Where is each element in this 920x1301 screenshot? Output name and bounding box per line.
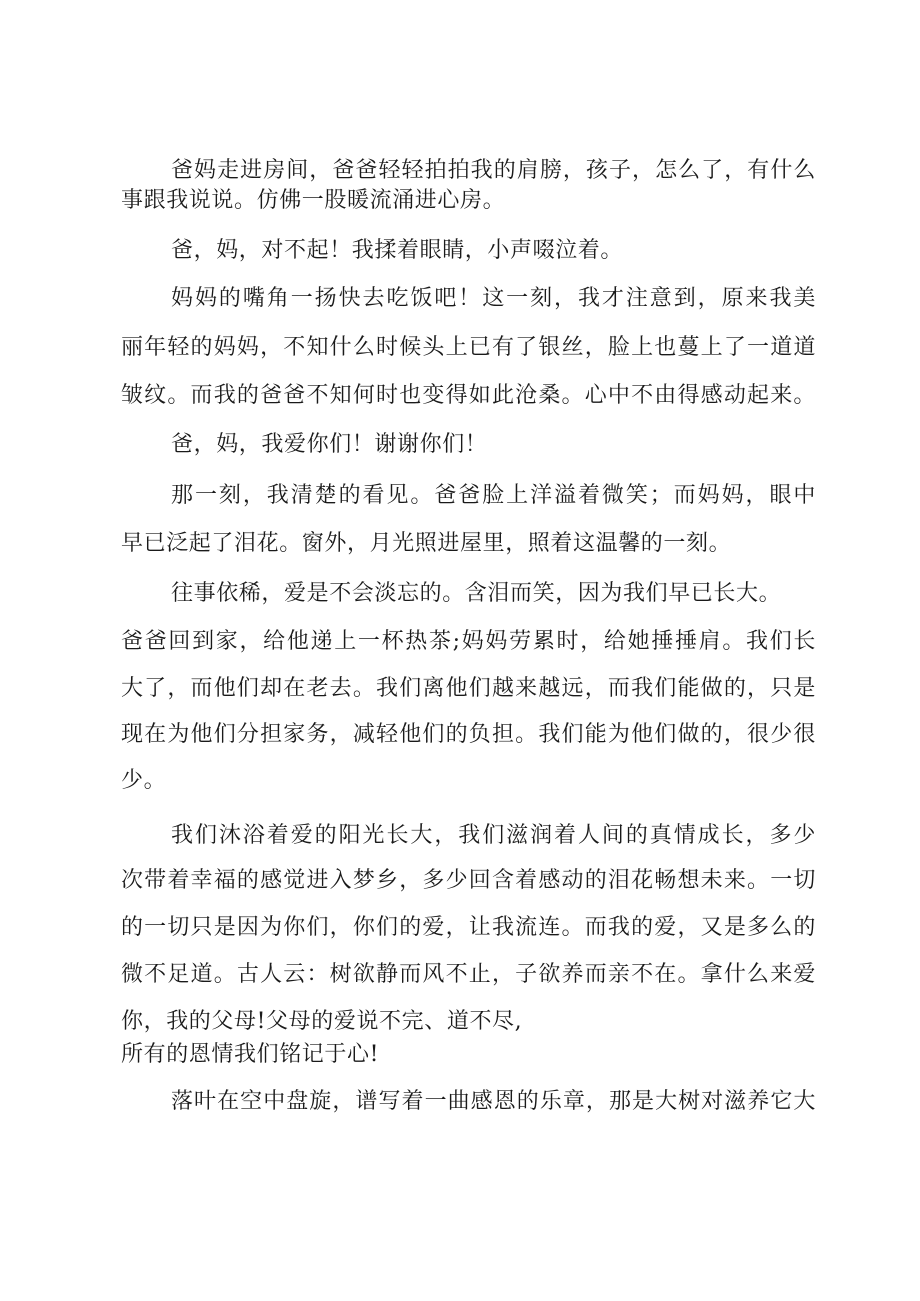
text-line: 所有的恩情我们铭记于心! — [121, 1042, 380, 1067]
text-line: 少。 — [121, 768, 167, 793]
text-line: 大了，而他们却在老去。我们离他们越来越远，而我们能做的，只是 — [121, 676, 816, 701]
text-line: 爸，妈，我爱你们！谢谢你们！ — [171, 432, 488, 457]
text-line: 往事依稀，爱是不会淡忘的。含泪而笑，因为我们早已长大。 — [171, 581, 782, 606]
text-line: 次带着幸福的感觉进入梦乡，多少回含着感动的泪花畅想未来。一切 — [121, 868, 816, 893]
text-line: 爸，妈，对不起！我揉着眼睛，小声啜泣着。 — [171, 238, 624, 263]
text-line: 那一刻，我清楚的看见。爸爸脸上洋溢着微笑；而妈妈，眼中 — [171, 483, 816, 508]
text-line: 丽年轻的妈妈，不知什么时候头上已有了银丝，脸上也蔓上了一道道 — [121, 335, 816, 360]
text-line: 落叶在空中盘旋，谱写着一曲感恩的乐章，那是大树对滋养它大 — [171, 1089, 816, 1114]
text-line: 爸妈走进房间，爸爸轻轻拍拍我的肩膀，孩子，怎么了，有什么 — [171, 158, 816, 183]
text-line: 皱纹。而我的爸爸不知何时也变得如此沧桑。心中不由得感动起来。 — [121, 383, 816, 408]
text-line: 微不足道。古人云：树欲静而风不止，子欲养而亲不在。拿什么来爱 — [121, 962, 816, 987]
text-line: 妈妈的嘴角一扬快去吃饭吧！这一刻，我才注意到，原来我美 — [171, 286, 816, 311]
text-line: 爸爸回到家，给他递上一杯热茶;妈妈劳累时，给她捶捶肩。我们长 — [121, 629, 816, 654]
text-line: 现在为他们分担家务，减轻他们的负担。我们能为他们做的，很少很 — [121, 722, 816, 747]
text-line: 早已泛起了泪花。窗外，月光照进屋里，照着这温馨的一刻。 — [121, 531, 732, 556]
text-line: 我们沐浴着爱的阳光长大，我们滋润着人间的真情成长，多少 — [171, 823, 816, 848]
text-line: 的一切只是因为你们，你们的爱，让我流连。而我的爱，又是多么的 — [121, 915, 816, 940]
text-line: 你，我的父母!父母的爱说不完、道不尽, — [121, 1009, 523, 1034]
text-line: 事跟我说说。仿佛一股暖流涌进心房。 — [121, 188, 506, 213]
